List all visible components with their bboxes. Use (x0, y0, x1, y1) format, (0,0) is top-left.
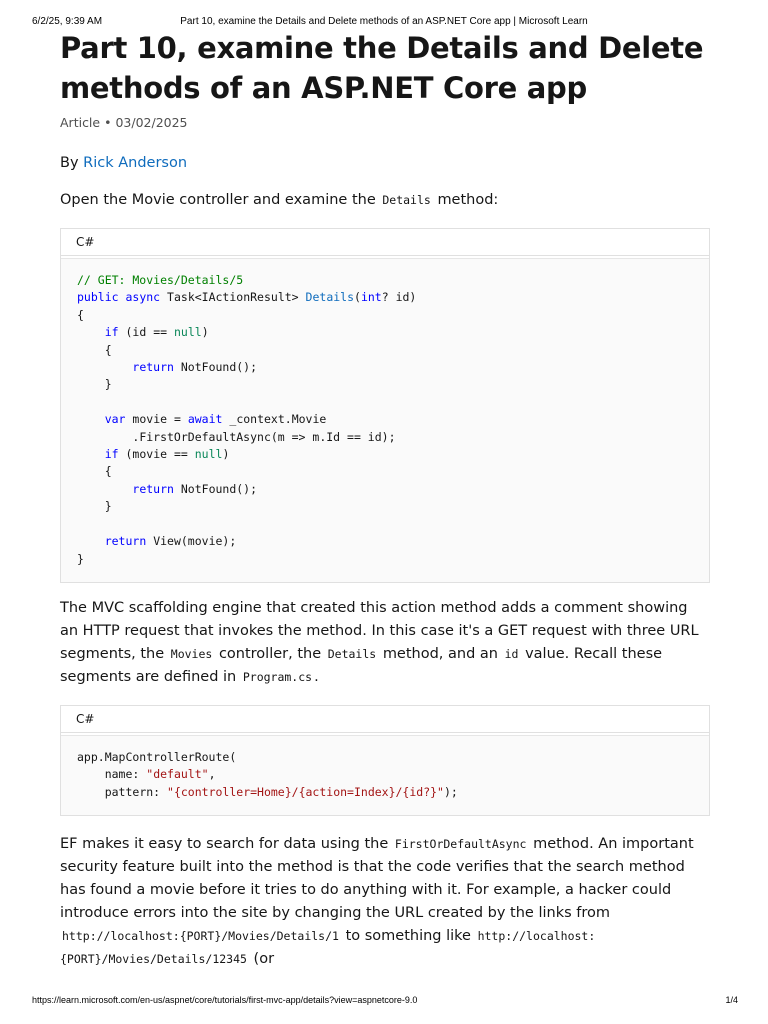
article-content (60, 28, 710, 971)
code-text: } (104, 499, 112, 514)
code-keyword: return (132, 360, 174, 375)
inline-code-details: Details (327, 646, 377, 661)
code-content[interactable] (61, 259, 709, 582)
code-block-details-method (60, 228, 710, 583)
intro-paragraph (60, 189, 710, 212)
code-text: pattern: (104, 784, 161, 799)
code-text: } (104, 377, 112, 392)
code-keyword: async (125, 290, 161, 305)
code-string: "default" (146, 767, 209, 782)
inline-code-details: Details (382, 193, 431, 207)
code-text: ) (222, 447, 230, 462)
code-content[interactable] (61, 736, 709, 815)
paragraph-text: method, and an (382, 645, 498, 662)
code-keyword: int (360, 290, 382, 305)
code-text: _context.Movie (229, 412, 327, 427)
code-text: , (208, 767, 216, 782)
article-type: Article (60, 115, 101, 130)
code-keyword: var (104, 412, 126, 427)
inline-code-movies: Movies (170, 646, 213, 661)
code-method-name: Details (305, 290, 355, 305)
intro-text-after: method: (437, 192, 499, 208)
code-text: NotFound(); (180, 360, 258, 375)
code-keyword: if (104, 325, 119, 340)
byline (60, 153, 710, 173)
code-text: } (77, 551, 84, 566)
ef-paragraph (60, 833, 710, 971)
paragraph-text: method. An important security feature built into the method is that the code verifies that the search method has found a movie before it tries to do anything with it. For example, a hacker could introduce errors into the site by changing the URL created by the links from (60, 836, 694, 922)
byline-prefix: By (60, 155, 79, 171)
code-text: { (104, 464, 112, 479)
meta-separator: • (104, 115, 112, 130)
article-date: 03/02/2025 (115, 115, 188, 130)
code-text: ( (354, 290, 361, 305)
inline-code-url-1: http://localhost:{PORT}/Movies/Details/1 (62, 929, 339, 944)
code-text: .FirstOrDefaultAsync(m => m.Id == id); (132, 429, 396, 444)
code-text: NotFound(); (180, 481, 258, 496)
code-text: name: (104, 767, 140, 782)
code-literal: null (173, 325, 202, 340)
code-block-route (60, 705, 710, 816)
print-datetime: 6/2/25, 9:39 AM (32, 16, 103, 27)
code-text: (movie == (125, 447, 188, 462)
paragraph-text: . (314, 668, 319, 685)
paragraph-text: (or (253, 951, 275, 968)
paragraph-text: to something like (345, 928, 471, 945)
code-literal: null (194, 447, 223, 462)
code-text: { (77, 307, 84, 322)
print-page-number: 1/4 (725, 995, 738, 1005)
code-keyword: return (132, 481, 174, 496)
print-page-title: Part 10, examine the Details and Delete methods of an ASP.NET Core app | Microsoft Learn (180, 16, 588, 27)
paragraph-text: The MVC scaffolding engine that created this action method adds a comment showing an HTTP request that invokes the method. In this case it's a GET request with three URL segments, the (60, 599, 699, 662)
code-text: { (104, 342, 112, 357)
code-language-label: C# (61, 229, 709, 256)
code-keyword: return (104, 534, 147, 549)
code-language-label: C# (61, 706, 709, 733)
intro-text-before: Open the Movie controller and examine the (60, 192, 376, 208)
code-text: ) (201, 325, 209, 340)
code-text: (id == (125, 325, 168, 340)
scaffolding-paragraph (60, 597, 710, 689)
print-url: https://learn.microsoft.com/en-us/aspnet/core/tutorials/first-mvc-app/details?view=aspnetcore-9.0 (32, 995, 418, 1005)
inline-code-id: id (504, 646, 519, 661)
inline-code-program-cs: Program.cs (242, 669, 313, 684)
inline-code-firstordefaultasync: FirstOrDefaultAsync (394, 837, 527, 852)
code-text: app.MapControllerRoute( (77, 749, 237, 764)
code-keyword: await (187, 412, 223, 427)
code-keyword: if (104, 447, 119, 462)
paragraph-text: value. Recall these segments are defined in (60, 645, 663, 685)
author-link[interactable]: Rick Anderson (83, 155, 188, 171)
code-text: ); (443, 784, 458, 799)
code-keyword: public (77, 290, 119, 305)
article-meta (60, 114, 710, 132)
page-title: Part 10, examine the Details and Delete methods of an ASP.NET Core app (60, 31, 704, 105)
paragraph-text: controller, the (218, 645, 322, 662)
code-text: ? id) (381, 290, 417, 305)
code-comment: // GET: Movies/Details/5 (77, 273, 244, 287)
code-text: View(movie); (153, 534, 237, 549)
code-text: movie = (132, 412, 181, 427)
code-text: Task<IActionResult> (167, 290, 299, 305)
paragraph-text: EF makes it easy to search for data using the (60, 836, 389, 853)
code-string: "{controller=Home}/{action=Index}/{id?}" (167, 784, 444, 799)
inline-code-url-2: http://localhost:{PORT}/Movies/Details/12345 (60, 929, 596, 967)
